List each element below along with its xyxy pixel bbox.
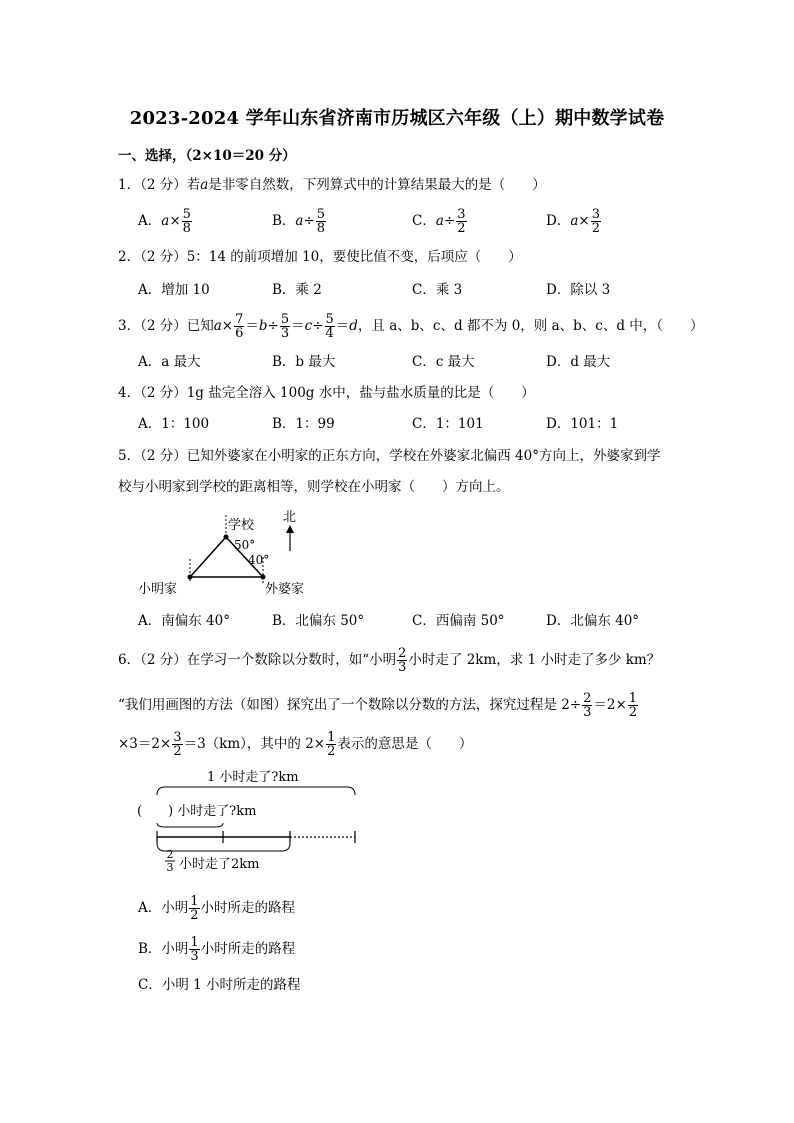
q4-option-b[interactable]: B．1：99 <box>272 416 335 432</box>
xiaoming-point <box>188 575 193 580</box>
q6-option-b[interactable]: B．小明 $\frac{1}{3}$ 小时所走的路程 <box>138 935 296 964</box>
question-6-line-3: ×3＝2× $\frac{3}{2}$ ＝3（km），其中的 2× $\frac{1}{2}$ 表示的意思是（ ） <box>118 730 473 759</box>
page-title: 2023-2024 学年山东省济南市历城区六年级（上）期中数学试卷 <box>129 108 665 129</box>
q5-option-b[interactable]: B．北偏东 50° <box>272 613 365 629</box>
grandma-label: 外婆家 <box>265 582 305 597</box>
fraction: $\frac{5}{4}$ <box>325 312 334 341</box>
bottom-fraction-den: 3 <box>166 861 174 874</box>
fraction: $\frac{1}{3}$ <box>190 935 199 964</box>
angle-40-label: 40° <box>248 553 270 567</box>
left-side <box>190 537 226 577</box>
q3-option-c[interactable]: C．c 最大 <box>412 354 475 370</box>
xiaoming-label: 小明家 <box>138 582 178 597</box>
q2-option-a[interactable]: A．增加 10 <box>138 282 210 298</box>
fraction: $\frac{5}{3}$ <box>280 312 290 341</box>
q4-option-d[interactable]: D．101：1 <box>546 416 619 432</box>
q1-option-c[interactable]: C．a÷ $\frac{3}{2}$ <box>412 207 466 236</box>
school-label: 学校 <box>228 518 255 533</box>
north-label: 北 <box>283 510 297 525</box>
angle-50-label: 50° <box>234 538 256 552</box>
q2-option-d[interactable]: D．除以 3 <box>546 282 611 298</box>
question-6-line-2: “我们用画图的方法（如图）探究出了一个数除以分数的方法，探究过程是 2÷ $\frac{2}{3}$ ＝2× $\frac{1}{2}$ <box>118 691 638 720</box>
line-segment-diagram <box>135 765 375 875</box>
mid-label: ( ) 小时走了?km <box>137 804 257 819</box>
direction-diagram <box>130 505 330 605</box>
fraction: $\frac{2}{3}$ <box>583 691 592 720</box>
q2-option-c[interactable]: C．乘 3 <box>412 282 463 298</box>
fraction: $\frac{7}{6}$ <box>235 312 244 341</box>
bottom-fraction-num: 2 <box>166 848 174 861</box>
question-3: 3．（2 分）已知a× $\frac{7}{6}$ ＝b÷ $\frac{5}{3}$ ＝c÷ $\frac{5}{4}$ ＝d，且 a、b、c、d 都不为 0，则 a、b、c、d 中，（ ） <box>118 312 704 341</box>
question-5-line-2: 校与小明家到学校的距离相等，则学校在小明家（ ）方向上。 <box>118 479 510 495</box>
q4-option-a[interactable]: A．1：100 <box>138 416 210 432</box>
q5-option-a[interactable]: A．南偏东 40° <box>138 613 230 629</box>
fraction: $\frac{1}{2}$ <box>628 691 638 720</box>
bottom-brace <box>157 843 290 851</box>
q1-option-d[interactable]: D．a× $\frac{3}{2}$ <box>546 207 600 236</box>
top-label: 1 小时走了?km <box>207 770 299 785</box>
question-1: 1．（2 分）若a是非零自然数，下列算式中的计算结果最大的是（ ） <box>118 177 546 193</box>
fraction: $\frac{3}{2}$ <box>173 730 182 759</box>
fraction: $\frac{1}{2}$ <box>327 730 336 759</box>
top-brace <box>157 787 355 795</box>
fraction: $\frac{3}{2}$ <box>591 207 600 236</box>
fraction: $\frac{5}{8}$ <box>316 207 326 236</box>
q1-option-a[interactable]: A．a× $\frac{5}{8}$ <box>138 207 191 236</box>
q5-option-d[interactable]: D．北偏东 40° <box>546 613 640 629</box>
q5-option-c[interactable]: C．西偏南 50° <box>412 613 505 629</box>
question-2: 2．（2 分）5：14 的前项增加 10，要使比值不变，后项应（ ） <box>118 249 522 265</box>
q4-option-c[interactable]: C．1：101 <box>412 416 484 432</box>
question-5-line-1: 5．（2 分）已知外婆家在小明家的正东方向，学校在外婆家北偏西 40°方向上，外婆家到学 <box>118 448 661 464</box>
q1-option-b[interactable]: B．a÷ $\frac{5}{8}$ <box>272 207 326 236</box>
north-arrow-icon <box>286 525 294 533</box>
mid-brace <box>157 823 223 827</box>
q2-option-b[interactable]: B．乘 2 <box>272 282 322 298</box>
fraction: $\frac{1}{2}$ <box>190 894 199 923</box>
school-point <box>224 535 229 540</box>
fraction: $\frac{2}{3}$ <box>398 646 407 675</box>
q6-option-c[interactable]: C．小明 1 小时所走的路程 <box>138 977 301 993</box>
question-4: 4．（2 分）1g 盐完全溶入 100g 水中，盐与盐水质量的比是（ ） <box>118 385 535 401</box>
fraction: $\frac{5}{8}$ <box>182 207 191 236</box>
fraction: $\frac{3}{2}$ <box>457 207 466 236</box>
section-heading: 一、选择，（2×10＝20 分） <box>118 148 296 164</box>
q3-option-a[interactable]: A．a 最大 <box>138 354 201 370</box>
question-6-line-1: 6．（2 分）在学习一个数除以分数时，如“小明 $\frac{2}{3}$ 小时走了 2km，求 1 小时走了多少 km？ <box>118 646 661 675</box>
q3-option-b[interactable]: B．b 最大 <box>272 354 336 370</box>
grandma-point <box>261 575 266 580</box>
q6-option-a[interactable]: A．小明 $\frac{1}{2}$ 小时所走的路程 <box>138 894 296 923</box>
q3-option-d[interactable]: D．d 最大 <box>546 354 611 370</box>
bottom-label: 小时走了2km <box>179 857 260 872</box>
